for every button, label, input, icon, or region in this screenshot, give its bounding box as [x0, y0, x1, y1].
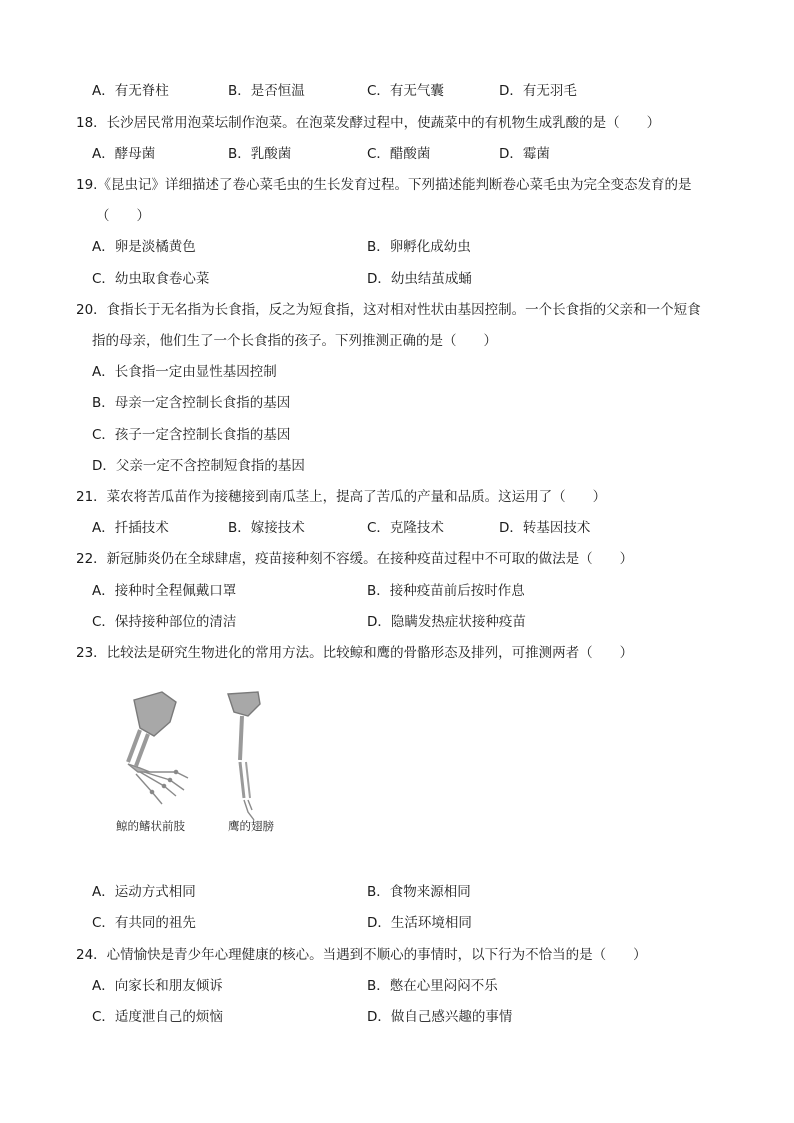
q24-option-b: B．憋在心里闷闷不乐: [367, 978, 498, 994]
q19-stem-line1: 19.《昆虫记》详细描述了卷心菜毛虫的生长发育过程。下列描述能判断卷心菜毛虫为完全变态发育的是: [76, 177, 692, 193]
q20-stem-line2: 指的母亲，他们生了一个长食指的孩子。下列推测正确的是（ ）: [92, 333, 497, 349]
q19-option-d: D．幼虫结茧成蛹: [367, 271, 472, 287]
q21-option-c: C．克隆技术: [367, 520, 444, 536]
q23-option-a: A．运动方式相同: [92, 884, 196, 900]
q20-option-b: B．母亲一定含控制长食指的基因: [92, 395, 291, 411]
q19-option-b: B．卵孵化成幼虫: [367, 239, 471, 255]
bone-comparison-figure: [110, 688, 290, 838]
q18-option-c: C．醋酸菌: [367, 146, 431, 162]
q24-option-c: C．适度泄自己的烦恼: [92, 1009, 223, 1025]
q22-option-a: A．接种时全程佩戴口罩: [92, 583, 237, 599]
whale-flipper-caption: 鲸的鳍状前肢: [116, 819, 185, 833]
q19-option-c: C．幼虫取食卷心菜: [92, 271, 210, 287]
q20-stem-line1: 20．食指长于无名指为长食指，反之为短食指，这对相对性状由基因控制。一个长食指的父亲和一个短食: [76, 302, 701, 318]
q18-stem: 18．长沙居民常用泡菜坛制作泡菜。在泡菜发酵过程中，使蔬菜中的有机物生成乳酸的是（ ）: [76, 115, 661, 131]
q23-option-b: B．食物来源相同: [367, 884, 471, 900]
q20-option-d: D．父亲一定不含控制短食指的基因: [92, 458, 305, 474]
q17-option-b: B．是否恒温: [228, 83, 305, 99]
q23-stem: 23．比较法是研究生物进化的常用方法。比较鲸和鹰的骨骼形态及排列，可推测两者（ ）: [76, 645, 634, 661]
q24-stem: 24．心情愉快是青少年心理健康的核心。当遇到不顺心的事情时，以下行为不恰当的是（ ）: [76, 947, 647, 963]
q23-option-d: D．生活环境相同: [367, 915, 472, 931]
q23-option-c: C．有共同的祖先: [92, 915, 196, 931]
q21-option-a: A．扦插技术: [92, 520, 169, 536]
q20-option-c: C．孩子一定含控制长食指的基因: [92, 427, 291, 443]
q24-option-a: A．向家长和朋友倾诉: [92, 978, 223, 994]
q17-option-c: C．有无气囊: [367, 83, 444, 99]
q17-option-d: D．有无羽毛: [499, 83, 577, 99]
q19-stem-line2: （ ）: [96, 208, 150, 224]
q19-option-a: A．卵是淡橘黄色: [92, 239, 196, 255]
limb-bones-illustration: [110, 688, 290, 838]
q17-option-a: A．有无脊柱: [92, 83, 169, 99]
eagle-wing-bones: [228, 692, 260, 820]
q24-option-d: D．做自己感兴趣的事情: [367, 1009, 513, 1025]
q20-option-a: A．长食指一定由显性基因控制: [92, 364, 277, 380]
q22-option-c: C．保持接种部位的清洁: [92, 614, 237, 630]
q21-option-b: B．嫁接技术: [228, 520, 305, 536]
q21-stem: 21．菜农将苦瓜苗作为接穗接到南瓜茎上，提高了苦瓜的产量和品质。这运用了（ ）: [76, 489, 607, 505]
q21-option-d: D．转基因技术: [499, 520, 591, 536]
q18-option-d: D．霉菌: [499, 146, 550, 162]
eagle-wing-caption: 鹰的翅膀: [228, 819, 274, 833]
whale-flipper-bones: [128, 692, 188, 804]
q22-stem: 22．新冠肺炎仍在全球肆虐，疫苗接种刻不容缓。在接种疫苗过程中不可取的做法是（ ）: [76, 551, 634, 567]
q22-option-d: D．隐瞒发热症状接种疫苗: [367, 614, 526, 630]
q18-option-a: A．酵母菌: [92, 146, 156, 162]
q22-option-b: B．接种疫苗前后按时作息: [367, 583, 525, 599]
q18-option-b: B．乳酸菌: [228, 146, 292, 162]
